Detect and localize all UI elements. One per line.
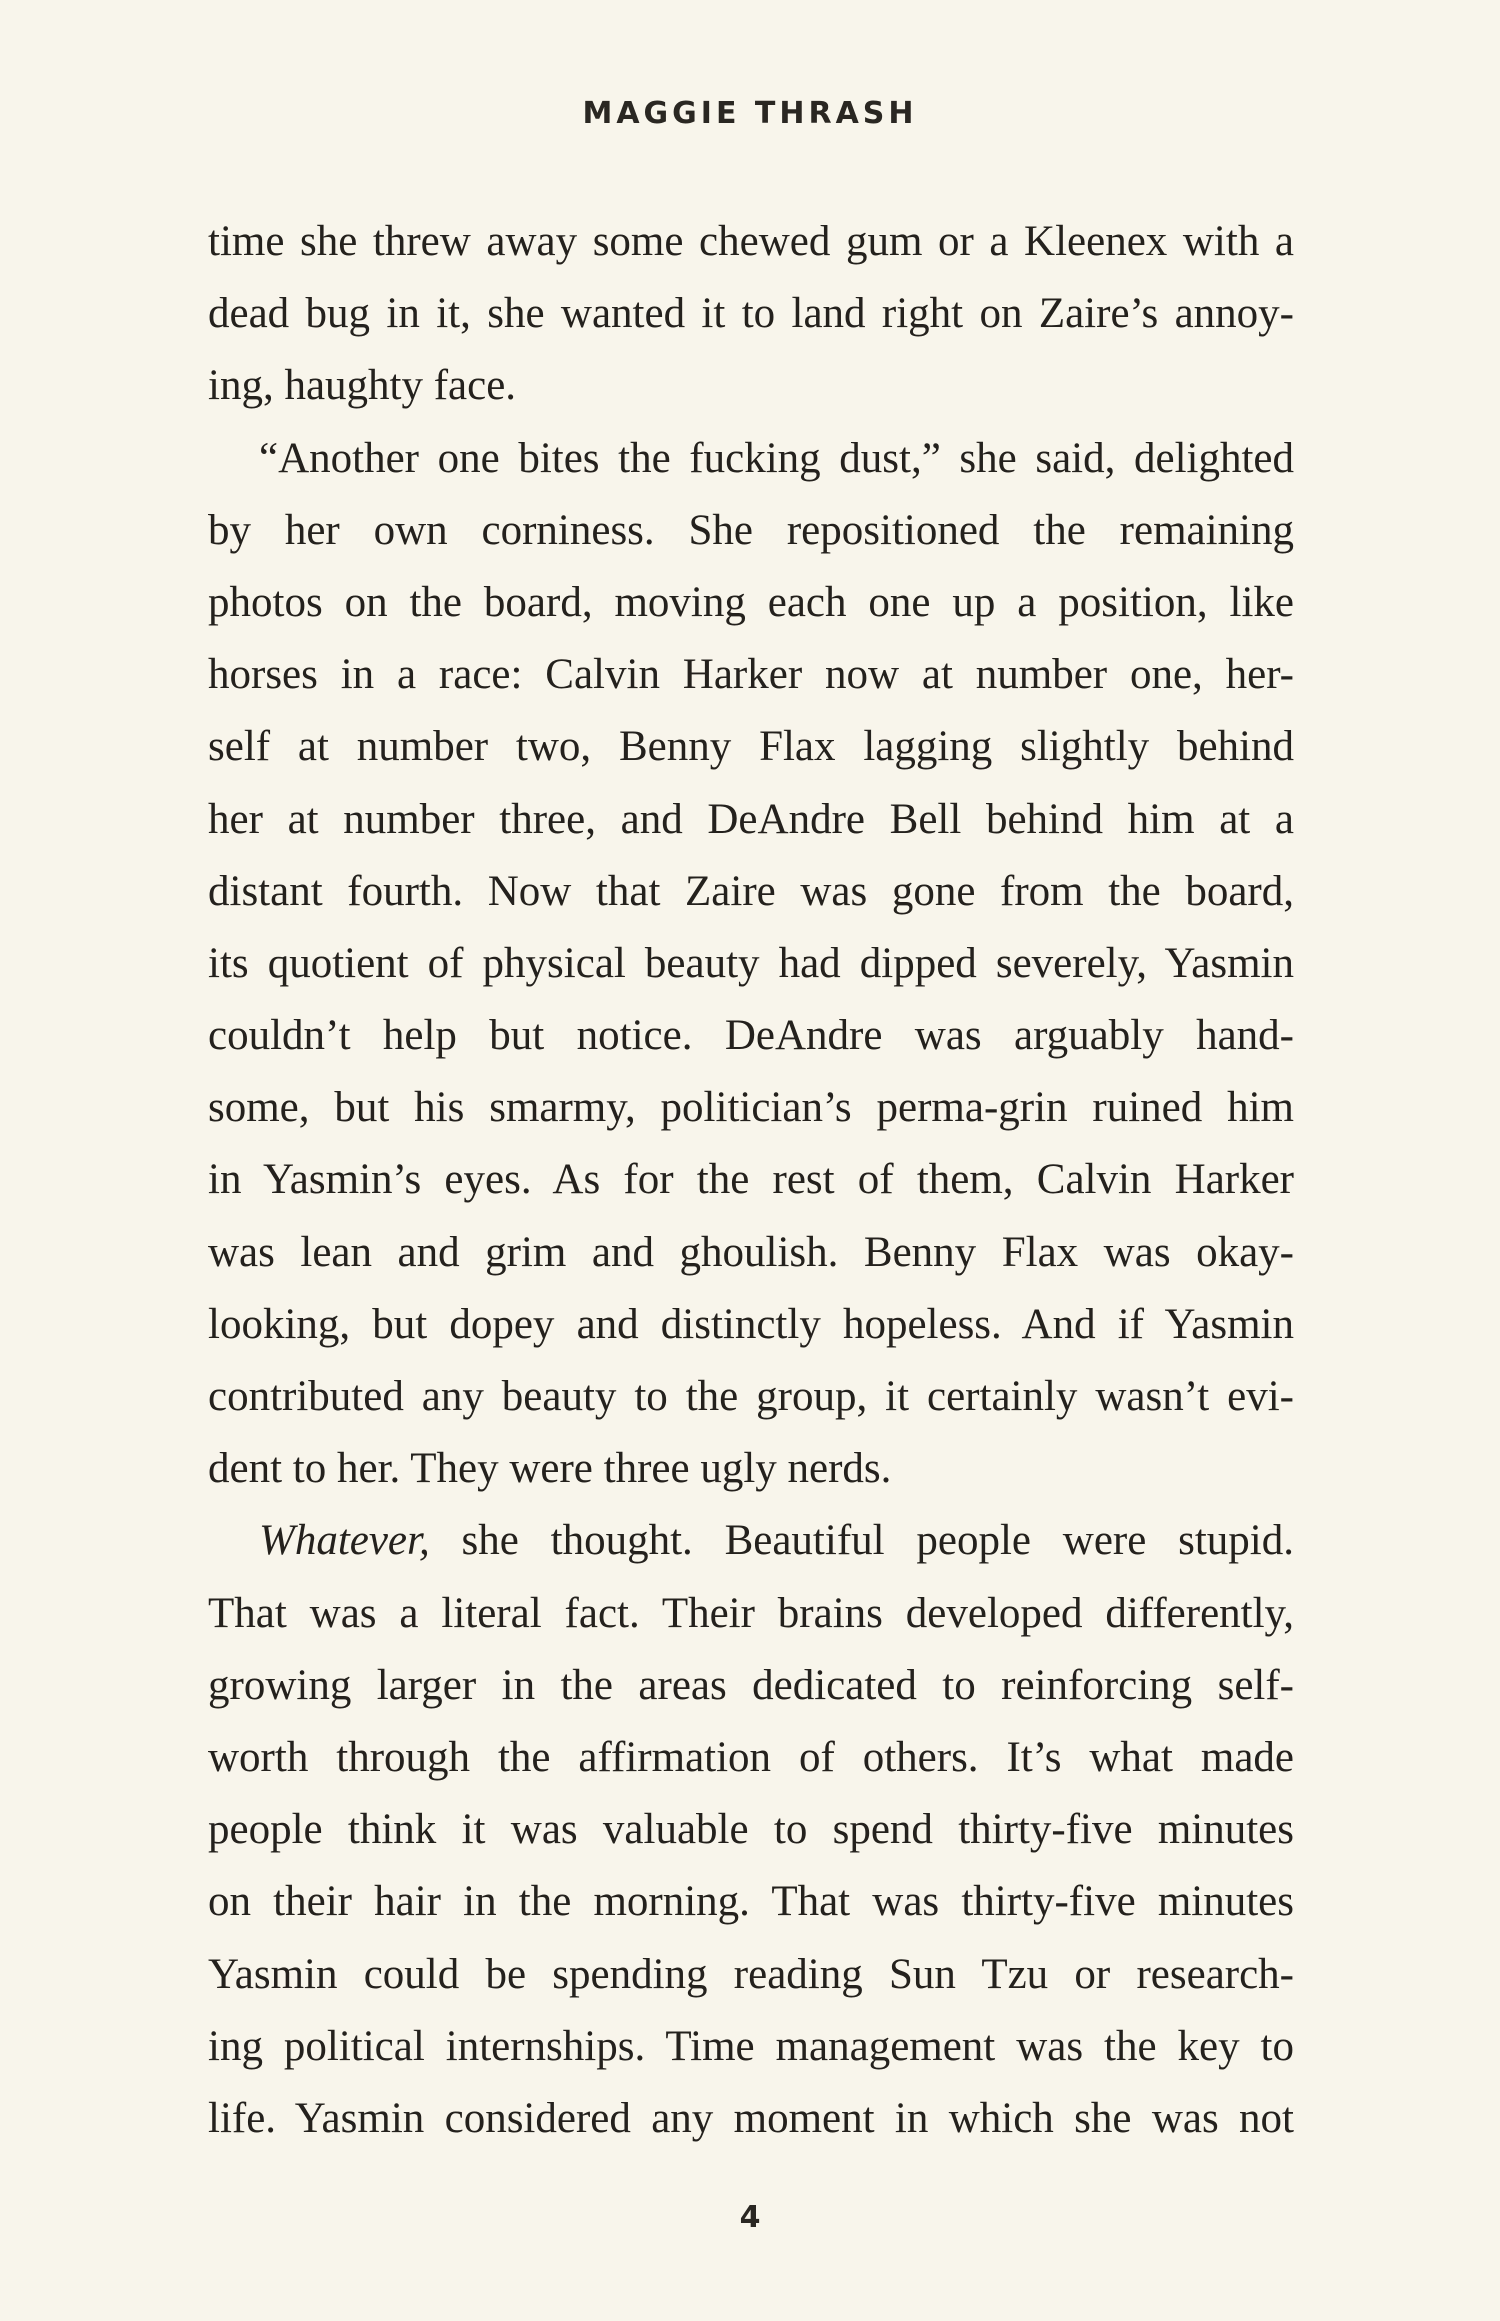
text-line: ing, haughty face. xyxy=(208,362,517,410)
italic-word: Whatever, xyxy=(259,1517,430,1565)
text-line: looking, but dopey and distinctly hopeless. And if Yasmin xyxy=(208,1300,1294,1348)
text-line: horses in a race: Calvin Harker now at number one, her- xyxy=(208,651,1294,699)
line-rest: she thought. Beautiful people were stupid. xyxy=(429,1517,1294,1565)
text-line: by her own corniness. She repositioned the remaining xyxy=(208,506,1294,554)
text-line: worth through the affirmation of others. It’s what made xyxy=(208,1733,1294,1781)
page-number: 4 xyxy=(739,2200,761,2235)
text-line: was lean and grim and ghoulish. Benny Flax was okay- xyxy=(208,1228,1294,1276)
text-line: her at number three, and DeAndre Bell behind him at a xyxy=(208,795,1294,843)
text-line: photos on the board, moving each one up a position, like xyxy=(208,578,1294,626)
text-line: some, but his smarmy, politician’s perma-grin ruined him xyxy=(208,1084,1294,1132)
running-header: MAGGIE THRASH xyxy=(582,96,918,131)
text-line: in Yasmin’s eyes. As for the rest of them, Calvin Harker xyxy=(208,1156,1294,1204)
text-line: its quotient of physical beauty had dipped severely, Yasmin xyxy=(208,939,1294,987)
text-line: Yasmin could be spending reading Sun Tzu or research- xyxy=(208,1950,1294,1998)
text-line: That was a literal fact. Their brains developed differently, xyxy=(208,1589,1294,1637)
text-line: ing political internships. Time management was the key to xyxy=(208,2022,1294,2070)
text-line: couldn’t help but notice. DeAndre was arguably hand- xyxy=(208,1012,1294,1060)
text-line: life. Yasmin considered any moment in which she was not xyxy=(208,2094,1294,2142)
text-line: people think it was valuable to spend thirty-five minutes xyxy=(208,1806,1294,1854)
text-line: growing larger in the areas dedicated to reinforcing self- xyxy=(208,1661,1294,1709)
text-line: dead bug in it, she wanted it to land right on Zaire’s annoy- xyxy=(208,290,1294,338)
text-line: on their hair in the morning. That was thirty-five minutes xyxy=(208,1878,1294,1926)
text-line xyxy=(208,1505,1294,1577)
text-line: “Another one bites the fucking dust,” she said, delighted xyxy=(259,434,1294,482)
text-line: dent to her. They were three ugly nerds. xyxy=(208,1445,892,1493)
text-line: contributed any beauty to the group, it certainly wasn’t evi- xyxy=(208,1373,1294,1420)
text-line: distant fourth. Now that Zaire was gone from the board, xyxy=(208,867,1294,915)
text-line: time she threw away some chewed gum or a Kleenex with a xyxy=(208,218,1294,265)
text-line: self at number two, Benny Flax lagging slightly behind xyxy=(208,723,1294,771)
body-text xyxy=(208,206,1294,2155)
